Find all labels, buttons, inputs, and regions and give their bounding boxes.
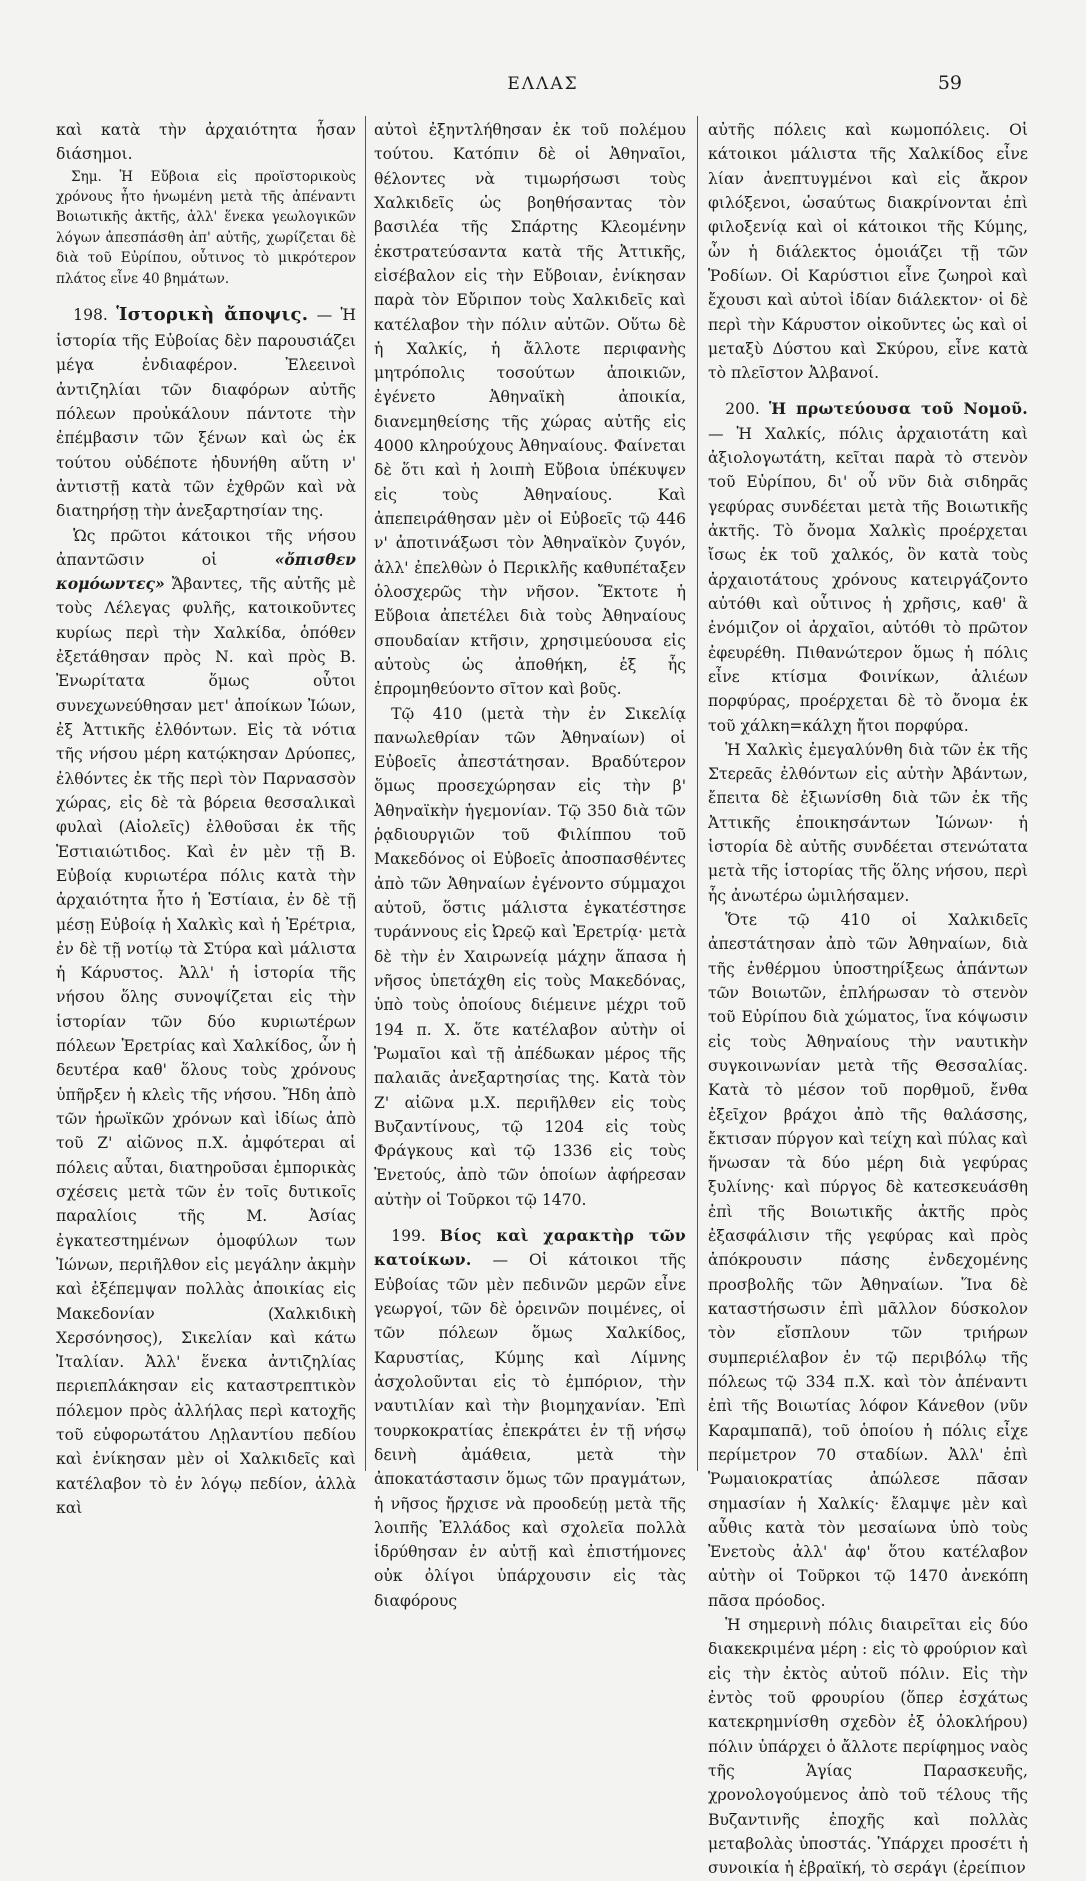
section-200 (708, 397, 1028, 737)
paragraph-cities: αὐτῆς πόλεις καὶ κωμοπόλεις. Οἱ κάτοικοι μάλιστα τῆς Χαλκίδος εἶνε λίαν ἀνεπτυγμένοι καὶ εἰς ἄκρον φιλόξενοι, ὡσαύτως διακρίνονται ἐπὶ φιλοξενίᾳ καὶ οἱ κάτοικοι τῆς Κύμης, ὧν ἡ διάλεκτος ὁμοιάζει τῇ τῶν Ῥοδίων. Οἱ Καρύστιοι εἶνε ζωηροὶ καὶ ἔχουσι καὶ αὐτοὶ ἰδίαν διάλεκτον· οἱ δὲ περὶ τὴν Κάρυστον οἰκοῦντες ὡς καὶ οἱ μεταξὺ Δύστου καὶ Σκύρου, εἶνε κατὰ τὸ πλεῖστον Ἀλβανοί. (708, 121, 1028, 383)
column-left (56, 118, 356, 1518)
page-header (0, 74, 1086, 104)
paragraph-chalkis-history: Ἡ Χαλκὶς ἐμεγαλύνθη διὰ τῶν ἐκ τῆς Στερεᾶς ἐλθόντων εἰς αὐτὴν Ἀβάντων, ἔπειτα δὲ ἐξιωνίσθη διὰ τῶν ἐκ τῆς Ἀττικῆς ἐποικησάντων Ἰώνων· ἡ ἱστορία δὲ αὐτῆς συνδέεται στενώτατα μετὰ τῆς ἱστορίας τῆς ὅλης νήσου, περὶ ἧς ἀνωτέρω ὡμιλήσαμεν. (708, 740, 1028, 905)
page-number: 59 (937, 72, 962, 94)
spacer (374, 1212, 686, 1224)
section-198-text: — Ἡ ἱστορία τῆς Εὐβοίας δὲν παρουσιάζει μέγα ἐνδιαφέρον. Ἐλεεινοὶ ἀντιζηλίαι τῶν διαφόρων αὐτῆς πόλεων προὐκάλουν πάντοτε τὴν ἐπέμβασιν τῶν ξένων καὶ ὡς ἐκ τούτου οὐδέποτε ἠδυνήθη αὕτη ν' ἀντιστῇ κατὰ τῶν ἐχθρῶν καὶ νὰ διατηρήσῃ τὴν ἀνεξαρτησίαν της. (56, 305, 356, 521)
column-divider-left (365, 116, 366, 1471)
section-200-text: — Ἡ Χαλκίς, πόλις ἀρχαιοτάτη καὶ ἀξιολογωτάτη, κεῖται παρὰ τὸ στενὸν τοῦ Εὐρίπου, δι' οὗ νῦν διὰ σιδηρᾶς γεφύρας συνδέεται μετὰ τῆς Βοιωτικῆς ἀκτῆς. Τὸ ὄνομα Χαλκὶς προέρχεται ἴσως ἐκ τοῦ χαλκός, ὃν κατὰ τοὺς ἀρχαιοτάτους χρόνους κατειργάζοντο αὐτόθι καὶ οὗτινος ἡ χρῆσις, καθ' ἃ ἐνόμιζον οἱ ἀρχαῖοι, αὐτόθι τὸ πρῶτον ἐφευρέθη. Πιθανώτερον ὅμως ἡ πόλις εἶνε κτίσμα Φοινίκων, ἁλιέων πορφύρας, προέρχεται δὲ τὸ ὄνομα ἐκ τοῦ χάλκη=κάλχη ἤτοι πορφύρα. (708, 424, 1028, 735)
column-right (708, 118, 1028, 1878)
section-200-number: 200. (725, 400, 760, 419)
section-198 (56, 301, 356, 524)
running-title: ΕΛΛΑΣ (507, 74, 579, 94)
spacer (56, 289, 356, 301)
footnote: Σημ. Ἡ Εὔβοια εἰς προϊστορικοὺς χρόνους ἦτο ἡνωμένη μετὰ τῆς ἀπέναντι Βοιωτικῆς ἀκτῆς, ἀλλ' ἕνεκα γεωλογικῶν λόγων ἀπεσπάσθη ἀπ' αὐτῆς, χωρίζεται δὲ διὰ τοῦ Εὐρίπου, οὗτινος τὸ μικρότερον πλάτος εἶνε 40 βημάτων. (56, 168, 356, 287)
paragraph-intro: καὶ κατὰ τὴν ἀρχαιότητα ἦσαν διάσημοι. (56, 121, 356, 164)
section-199-number: 199. (391, 1227, 426, 1246)
section-199-heading: Βίος καὶ χαρακτὴρ τῶν κατοίκων. (374, 1226, 686, 1270)
spacer (708, 385, 1028, 397)
section-199-text: — Οἱ κάτοικοι τῆς Εὐβοίας τῶν μὲν πεδινῶν μερῶν εἶνε γεωργοί, τῶν δὲ ὀρεινῶν ποιμένες, οἱ τῶν πόλεων ὅμως Χαλκίδος, Καρυστίας, Κύμης καὶ Λίμνης ἀσχολοῦνται εἰς τὸ ἐμπόριον, τὴν ναυτιλίαν καὶ τὴν βιομηχανίαν. Ἐπὶ τουρκοκρατίας ἐπεκράτει ἐν τῇ νήσῳ δεινὴ ἀμάθεια, μετὰ τὴν ἀποκατάστασιν ὅμως τῶν πραγμάτων, ἡ νῆσος ἤρχισε νὰ προοδεύῃ μετὰ τῆς λοιπῆς Ἑλλάδος καὶ σχολεῖα πολλὰ ἱδρύθησαν ἐν αὐτῇ καὶ ἐπιστήμονες οὐκ ὀλίγοι ὑπάρχουσιν εἰς τὰς διαφόρους (374, 1251, 686, 1610)
section-199 (374, 1224, 686, 1613)
paragraph-inhabitants-rest: Ἄβαντες, τῆς αὐτῆς μὲ τοὺς Λέλεγας φυλῆς, κατοικοῦντες κυρίως περὶ τὴν Χαλκίδα, ὁπόθεν ἐξετάθησαν πρὸς Ν. καὶ πρὸς Β. Ἐνωρίτατα ὅμως οὗτοι συνεχωνεύθησαν μετ' ἀποίκων Ἰώων, ἐξ Ἀττικῆς ἐλθόντων. Εἰς τὰ νότια τῆς νήσου μέρη κατῴκησαν Δρύοπες, ἐλθόντες ἐκ τῆς περὶ τὸν Παρνασσὸν χώρας, εἰς δὲ τὰ βόρεια θεσσαλικαὶ φυλαὶ (Αἰολεῖς) ἐλθοῦσαι ἐκ τῆς Ἑστιαιώτιδος. Καὶ ἐν μὲν τῇ Β. Εὐβοίᾳ κυριωτέρα πόλις κατὰ τὴν ἀρχαιότητα ἦτο ἡ Ἑστίαια, ἐν δὲ τῇ μέσῃ Εὐβοίᾳ ἡ Χαλκὶς καὶ ἡ Ἐρέτρια, ἐν δὲ τῇ νοτίῳ τὰ Στύρα καὶ μάλιστα ἡ Κάρυστος. Ἀλλ' ἡ ἱστορία τῆς νήσου ὅλης συνοψίζεται εἰς τὴν ἱστορίαν τῶν δύο κυριωτέρων πόλεων Ἐρετρίας καὶ Χαλκίδος, ὧν ἡ δευτέρα καθ' ὅλους τοὺς χρόνους ὑπῆρξεν ἡ κλεὶς τῆς νήσου. Ἤδη ἀπὸ τῶν ἡρωϊκῶν χρόνων καὶ ἰδίως ἀπὸ τοῦ Ζ' αἰῶνος π.Χ. ἀμφότεραι αἱ πόλεις αὗται, διατηροῦσαι ἐμπορικὰς σχέσεις μετὰ τῶν ἐν τοῖς δυτικοῖς παραλίοις τῆς Μ. Ἀσίας ἐγκατεστημένων ὁμοφύλων των Ἰώνων, περιῆλθον εἰς μεγάλην ἀκμὴν καὶ ἐξέπεμψαν πολλὰς ἀποικίας εἰς Μακεδονίαν (Χαλκιδικὴ Χερσόνησος), Σικελίαν καὶ κάτω Ἰταλίαν. Ἀλλ' ἕνεκα ἀντιζηλίας περιεπλάκησαν εἰς καταστρεπτικὸν πόλεμον πρὸς ἀλλήλας περὶ κατοχῆς τοῦ εὐφορωτάτου Λῃλαντίου πεδίου καὶ ἐνίκησαν μὲν οἱ Χαλκιδεῖς καὶ κατέλαβον τὸ ἐν λόγῳ πεδίον, ἀλλὰ καὶ (56, 575, 356, 1518)
section-198-heading: Ἱστορικὴ ἄποψις. (116, 303, 309, 325)
emphasis-quote: «ὄπισθεν κομόωντες» (56, 549, 356, 594)
paragraph-chalkis-fortification: Ὅτε τῷ 410 οἱ Χαλκιδεῖς ἀπεστάτησαν ἀπὸ τῶν Ἀθηναίων, διὰ τῆς ἐνθέρμου ὑποστηρίξεως ἁπάντων τῶν Βοιωτῶν, ἐπλήρωσαν τὸ στενὸν τοῦ Εὐρίπου διὰ χώματος, ἵνα κόψωσιν εἰς τοὺς Ἀθηναίους τὴν ναυτικὴν συγκοινωνίαν μετὰ τῆς Θεσσαλίας. Κατὰ τὸ μέσον τοῦ πορθμοῦ, ἔνθα ἐξεῖχον βράχοι ἀπὸ τῆς θαλάσσης, ἔκτισαν πύργον καὶ τείχη καὶ πύλας καὶ ἥνωσαν τὰ δύο μέρη διὰ γεφύρας ξυλίνης· καὶ πύργος δὲ κατεσκευάσθη ἐπὶ τῆς Βοιωτικῆς ἀκτῆς πρὸς ἐξασφάλισιν τῆς γεφύρας καὶ πρὸς ἀπόκρουσιν πάσης ἐνδεχομένης προσβολῆς τῶν Ἀθηναίων. Ἵνα δὲ καταστήσωσιν ἐπὶ μᾶλλον δύσκολον τὸν εἴσπλουν τῶν τριήρων συμπεριέλαβον ἐν τῷ περιβόλῳ τῆς πόλεως τῷ 334 π.Χ. καὶ τὸν ἀπέναντι ἐπὶ τῆς Βοιωτίας λόφον Κάνεθον (νῦν Καραμπαπᾶ), τοῦ ὁποίου ἡ πόλις εἶχε περίμετρον 70 σταδίων. Ἀλλ' ἐπὶ Ῥωμαιοκρατίας ἀπώλεσε πᾶσαν σημασίαν ἡ Χαλκίς· ἔλαμψε μὲν καὶ αὖθις κατὰ τὸν μεσαίωνα ὑπὸ τοὺς Ἐνετοὺς ἀλλ' ἀφ' ὅτου κατέλαβον αὐτὴν οἱ Τοῦρκοι τῷ 1470 ἀνεκόπη πᾶσα πρόοδος. (708, 911, 1028, 1610)
paragraph-inhabitants-start: Ὡς πρῶτοι κάτοικοι τῆς νήσου ἀπαντῶσιν οἱ (56, 526, 356, 569)
paragraph-later-history: Τῷ 410 (μετὰ τὴν ἐν Σικελίᾳ πανωλεθρίαν τῶν Ἀθηναίων) οἱ Εὐβοεῖς ἀπεστάτησαν. Βραδύτερον ὅμως προσεχώρησαν εἰς τὴν β' Ἀθηναϊκὴν ἡγεμονίαν. Τῷ 350 διὰ τῶν ῥᾳδιουργιῶν τοῦ Φιλίππου τοῦ Μακεδόνος οἱ Εὐβοεῖς ἀποσπασθέντες ἀπὸ τῶν Ἀθηναίων ἐγένοντο σύμμαχοι αὐτοῦ, ὅστις μάλιστα ἐγκατέστησε τυράννους εἰς Ὠρεῷ καὶ Ἐρετρίᾳ· μετὰ δὲ τὴν ἐν Χαιρωνείᾳ μάχην ἅπασα ἡ νῆσος ὑπετάχθη εἰς τοὺς Μακεδόνας, ὑπὸ τοὺς ὁποίους διέμεινε μέχρι τοῦ 194 π. Χ. ὅτε κατέλαβον αὐτὴν οἱ Ῥωμαῖοι καὶ τῇ ἀπέδωκαν μέρος τῆς παλαιᾶς ἀνεξαρτησίας της. Κατὰ τὸν Ζ' αἰῶνα μ.Χ. περιῆλθεν εἰς τοὺς Βυζαντίνους, τῷ 1204 εἰς τοὺς Φράγκους καὶ τῷ 1336 εἰς τοὺς Ἐνετούς, ἀπὸ τῶν ὁποίων ἀφήρεσαν αὐτὴν οἱ Τοῦρκοι τῷ 1470. (374, 704, 686, 1209)
section-200-heading: Ἡ πρωτεύουσα τοῦ Νομοῦ. (768, 399, 1028, 419)
column-middle (374, 118, 686, 1610)
paragraph-inhabitants (56, 524, 356, 1521)
section-198-number: 198. (73, 305, 108, 324)
paragraph-athenian-conquest: αὐτοὶ ἐξηντλήθησαν ἐκ τοῦ πολέμου τούτου. Κατόπιν δὲ οἱ Ἀθηναῖοι, θέλοντες νὰ τιμωρήσωσι τοὺς Χαλκιδεῖς ὡς βοηθήσαντας τὸν βασιλέα τῆς Σπάρτης Κλεομένην ἐκστρατεύσαντα κατὰ τῆς Ἀττικῆς, εἰσέβαλον εἰς τὴν Εὔβοιαν, ἐνίκησαν παρὰ τὸν Εὔριπον τοὺς Χαλκιδεῖς καὶ κατέλαβον τὴν πόλιν αὐτῶν. Οὕτω δὲ ἡ Χαλκίς, ἡ ἄλλοτε περιφανὴς μητρόπολις τοσούτων ἀποικιῶν, ἐγένετο Ἀθηναϊκὴ ἀποικία, διανεμηθείσης τῆς χώρας αὐτῆς εἰς 4000 κληρούχους Ἀθηναίους. Φαίνεται δὲ ὅτι καὶ ἡ λοιπὴ Εὔβοια ὑπέκυψεν εἰς τοὺς Ἀθηναίους. Καὶ ἀπεπειράθησαν μὲν οἱ Εὐβοεῖς τῷ 446 ν' ἀποτινάξωσι τὸν Ἀθηναϊκὸν ζυγόν, ἀλλ' ἐπελθὼν ὁ Περικλῆς καθυπέταξεν ὁλοσχερῶς τὴν νῆσον. Ἔκτοτε ἡ Εὔβοια ἀπετέλει διὰ τοὺς Ἀθηναίους σπουδαίαν κτῆσιν, χρησιμεύουσα εἰς αὐτοὺς ὡς ἀποθήκη, ἐξ ἧς ἐπρομηθεύοντο σῖτον καὶ βοῦς. (374, 121, 686, 699)
paragraph-modern-city: Ἡ σημερινὴ πόλις διαιρεῖται εἰς δύο διακεκριμένα μέρη : εἰς τὸ φρούριον καὶ εἰς τὴν ἐκτὸς αὐτοῦ πόλιν. Εἰς τὴν ἐντὸς τοῦ φρουρίου (ὅπερ ἐσχάτως κατεκρημνίσθη σχεδὸν ἐξ ὁλοκλήρου) πόλιν ὑπάρχει ὁ ἄλλοτε περίφημος ναὸς τῆς Ἁγίας Παρασκευῆς, χρονολογούμενος ἀπὸ τοῦ τέλους τῆς Βυζαντινῆς ἐποχῆς καὶ πολλὰς μεταβολὰς ὑποστάς. Ὑπάρχει προσέτι ἡ συνοικία ἡ ἑβραϊκή, τὸ σεράγι (ἐρείπιον (708, 1616, 1028, 1878)
column-divider-right (697, 116, 698, 1471)
